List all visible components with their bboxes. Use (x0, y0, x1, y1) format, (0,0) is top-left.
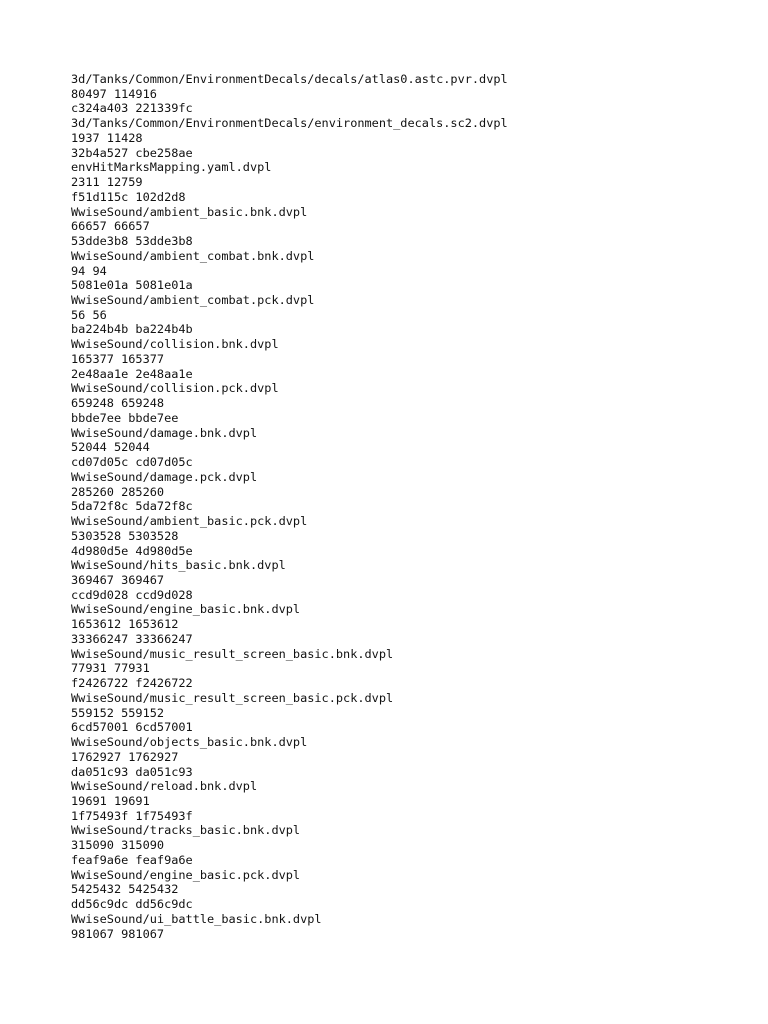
text-line: WwiseSound/damage.bnk.dvpl (71, 425, 258, 440)
text-line: WwiseSound/music_result_screen_basic.pck.dvpl (71, 690, 394, 705)
text-line: 94 94 (71, 263, 107, 278)
text-line: 5303528 5303528 (71, 528, 179, 543)
text-line: WwiseSound/reload.bnk.dvpl (71, 779, 258, 794)
text-line: WwiseSound/engine_basic.pck.dvpl (71, 867, 301, 882)
text-line: WwiseSound/collision.bnk.dvpl (71, 337, 279, 352)
text-line: 1937 11428 (71, 130, 143, 145)
text-line: 659248 659248 (71, 396, 165, 411)
text-line: envHitMarksMapping.yaml.dvpl (71, 160, 272, 175)
text-line: WwiseSound/ambient_combat.pck.dvpl (71, 293, 315, 308)
text-line: WwiseSound/objects_basic.bnk.dvpl (71, 735, 308, 750)
text-line: WwiseSound/tracks_basic.bnk.dvpl (71, 823, 301, 838)
text-line: 19691 19691 (71, 793, 150, 808)
text-line: 66657 66657 (71, 219, 150, 234)
text-line: 5081e01a 5081e01a (71, 278, 193, 293)
text-line: 80497 114916 (71, 86, 157, 101)
text-line: da051c93 da051c93 (71, 764, 193, 779)
text-line: 2311 12759 (71, 175, 143, 190)
text-line: 369467 369467 (71, 572, 165, 587)
text-line: 559152 559152 (71, 705, 165, 720)
text-line: f51d115c 102d2d8 (71, 189, 186, 204)
text-line: 32b4a527 cbe258ae (71, 145, 193, 160)
text-line: 285260 285260 (71, 484, 165, 499)
text-line: f2426722 f2426722 (71, 676, 193, 691)
text-line: 315090 315090 (71, 838, 165, 853)
text-line: 3d/Tanks/Common/EnvironmentDecals/decals/atlas0.astc.pvr.dvpl (71, 72, 508, 86)
text-line: dd56c9dc dd56c9dc (71, 897, 193, 912)
text-line: c324a403 221339fc (71, 101, 193, 116)
text-line: ba224b4b ba224b4b (71, 322, 193, 337)
text-line: 1f75493f 1f75493f (71, 808, 193, 823)
text-line: cd07d05c cd07d05c (71, 455, 193, 470)
text-line: WwiseSound/ambient_basic.pck.dvpl (71, 514, 308, 529)
text-line: 5da72f8c 5da72f8c (71, 499, 193, 514)
text-line: 6cd57001 6cd57001 (71, 720, 193, 735)
text-line: WwiseSound/collision.pck.dvpl (71, 381, 279, 396)
text-line: WwiseSound/damage.pck.dvpl (71, 469, 258, 484)
text-line: 165377 165377 (71, 351, 165, 366)
text-line: 2e48aa1e 2e48aa1e (71, 366, 193, 381)
text-line: 1762927 1762927 (71, 749, 179, 764)
text-line: WwiseSound/engine_basic.bnk.dvpl (71, 602, 301, 617)
text-line: 77931 77931 (71, 661, 150, 676)
text-line: WwiseSound/music_result_screen_basic.bnk.dvpl (71, 646, 394, 661)
text-line: WwiseSound/hits_basic.bnk.dvpl (71, 558, 286, 573)
text-line: WwiseSound/ambient_combat.bnk.dvpl (71, 248, 315, 263)
text-line: 1653612 1653612 (71, 617, 179, 632)
document-body (71, 72, 751, 941)
text-line: 52044 52044 (71, 440, 150, 455)
text-line: ccd9d028 ccd9d028 (71, 587, 193, 602)
text-line: 53dde3b8 53dde3b8 (71, 234, 193, 249)
text-line: 3d/Tanks/Common/EnvironmentDecals/environment_decals.sc2.dvpl (71, 116, 508, 131)
text-line: WwiseSound/ambient_basic.bnk.dvpl (71, 204, 308, 219)
text-line: 56 56 (71, 307, 107, 322)
text-line: 5425432 5425432 (71, 882, 179, 897)
text-line: 33366247 33366247 (71, 631, 193, 646)
text-line: 981067 981067 (71, 926, 165, 941)
text-line: feaf9a6e feaf9a6e (71, 852, 193, 867)
text-line: WwiseSound/ui_battle_basic.bnk.dvpl (71, 911, 322, 926)
text-line: bbde7ee bbde7ee (71, 410, 179, 425)
text-line: 4d980d5e 4d980d5e (71, 543, 193, 558)
